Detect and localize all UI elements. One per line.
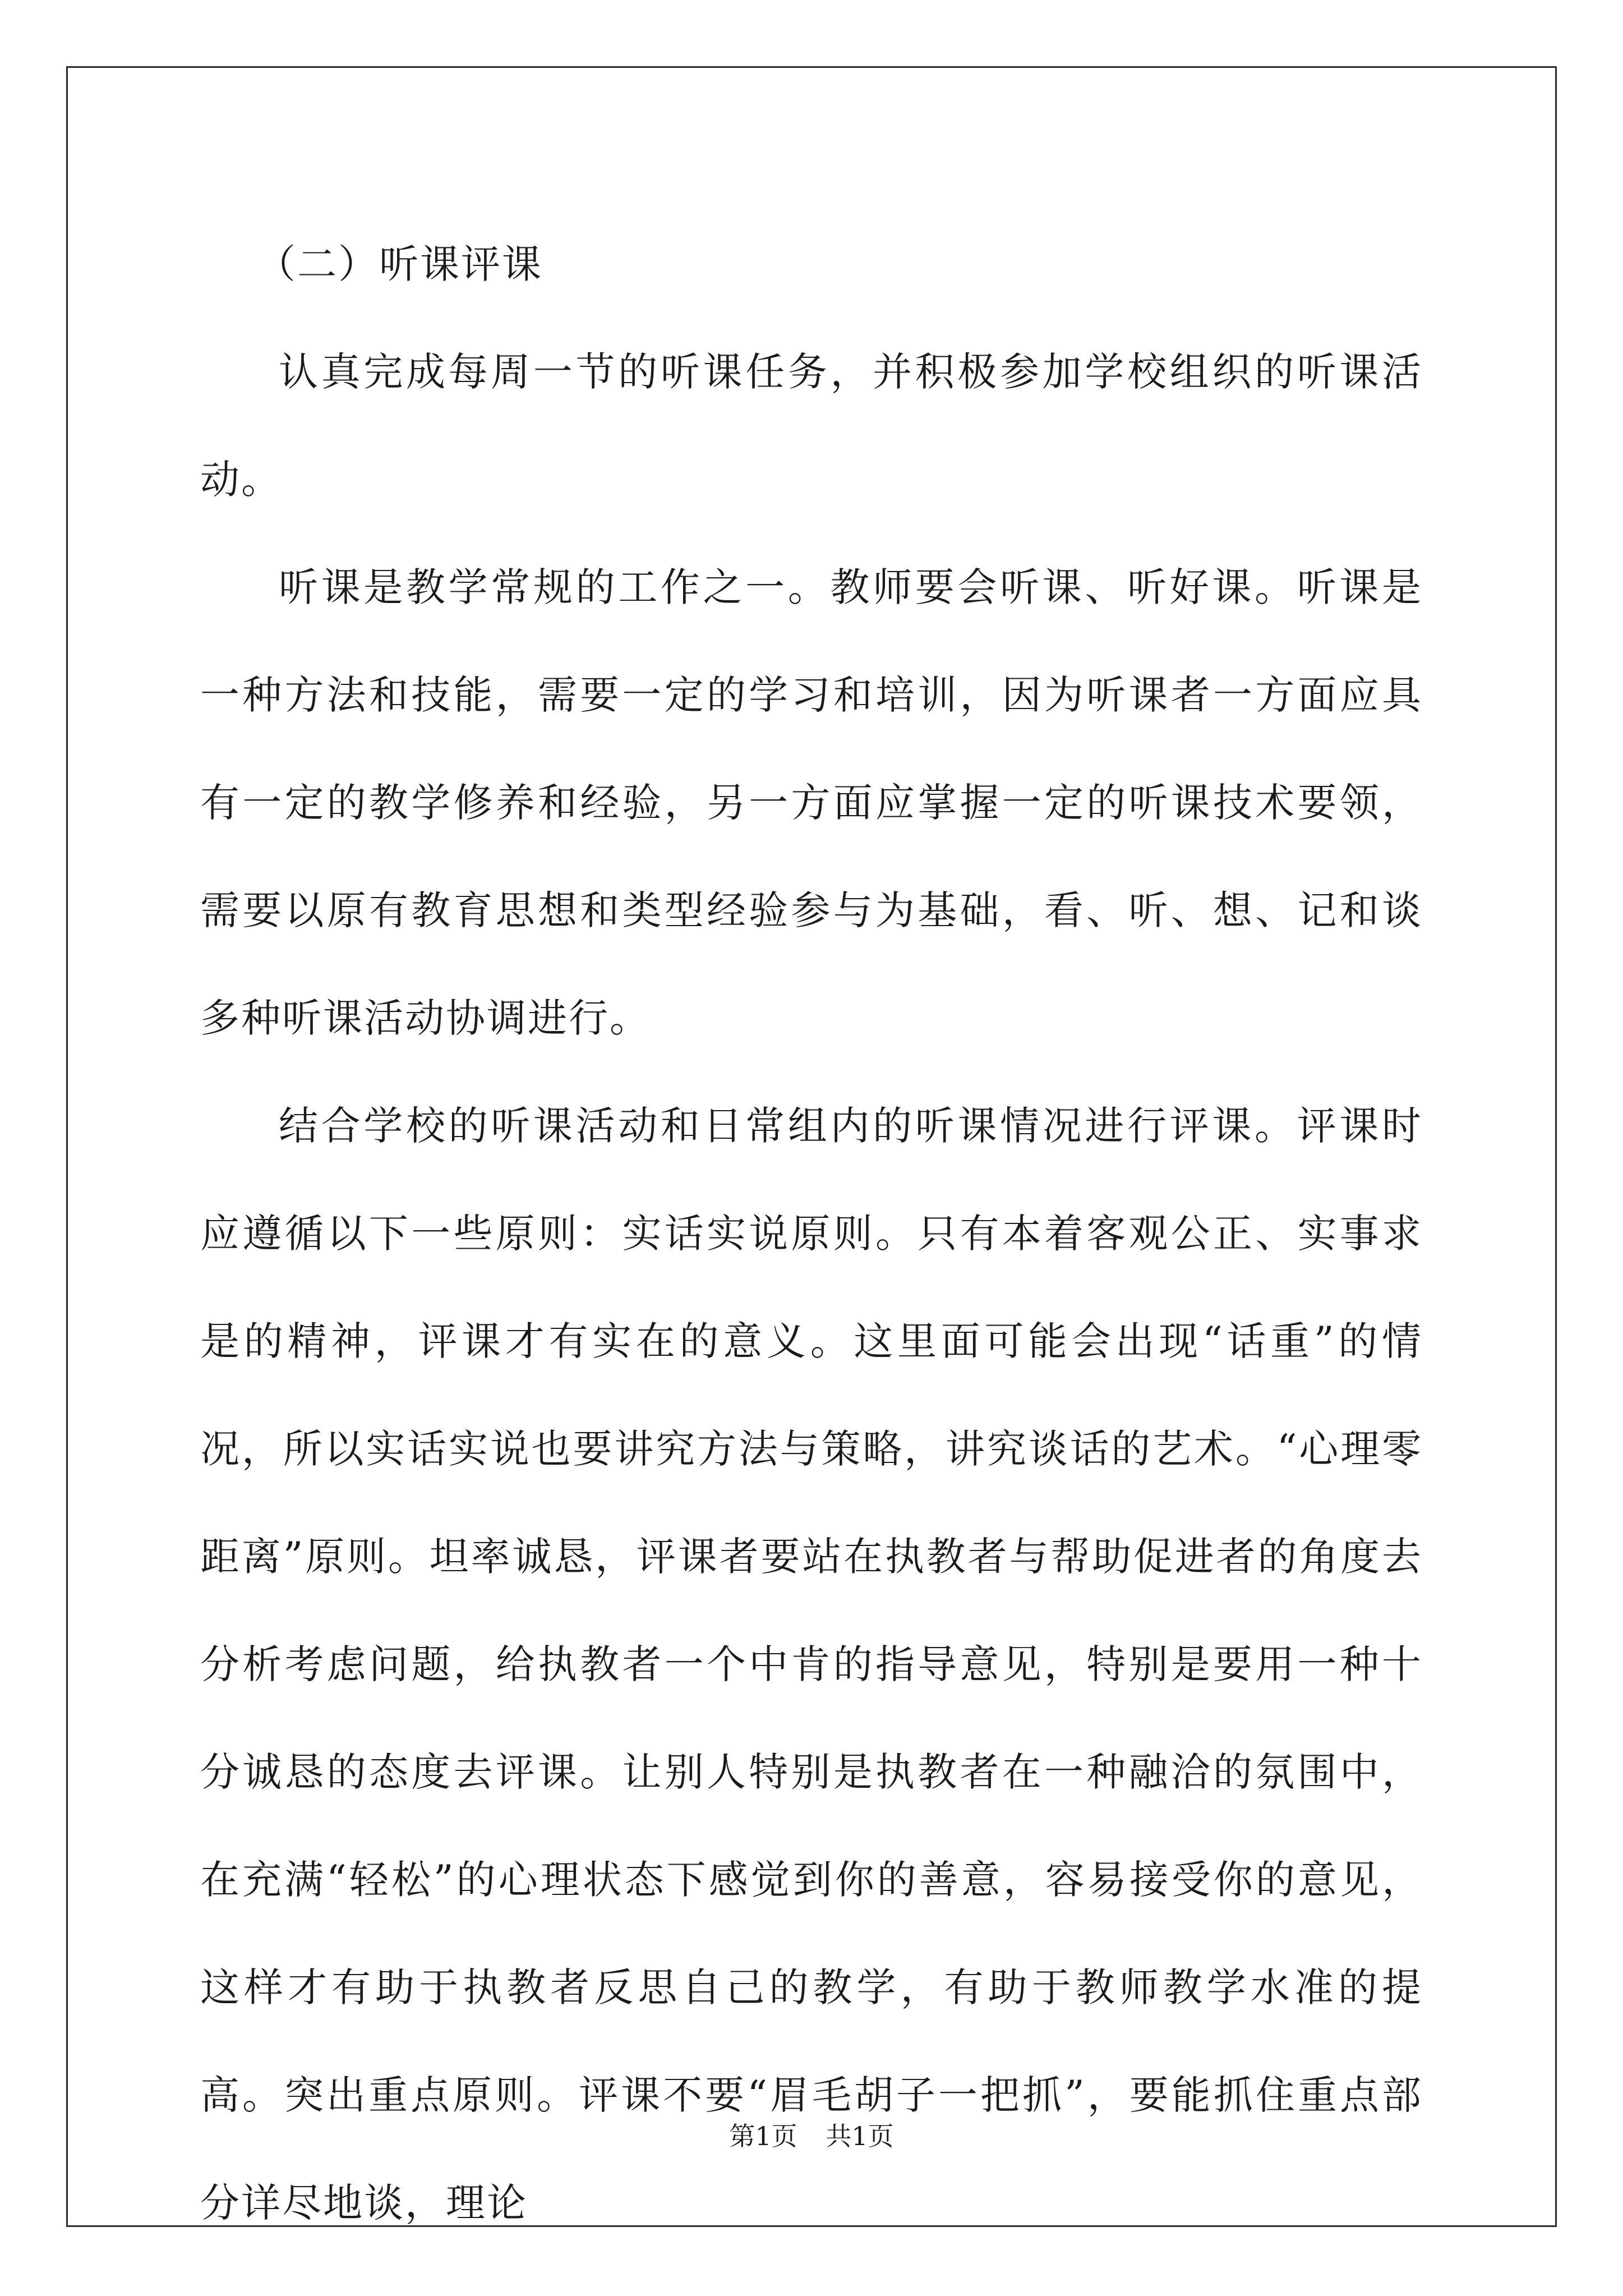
paragraph: 认真完成每周一节的听课任务，并积极参加学校组织的听课活动。 [200,349,1423,503]
paragraph: 结合学校的听课活动和日常组内的听课情况进行评课。评课时应遵循以下一些原则：实话实说原则。只有本着客观公正、实事求是的精神，评课才有实在的意义。这里面可能会出现“话重”的情况，所以实话实说也要讲究方法与策略，讲究谈话的艺术。“心理零距离”原则。坦率诚恳，评课者要站在执教者与帮助促进者的角度去分析考虑问题，给执教者一个中肯的指导意见，特别是要用一种十分诚恳的态度去评课。让别人特别是执教者在一种融洽的氛围中，在充满“轻松”的心理状态下感觉到你的善意，容易接受你的意见，这样才有助于执教者反思自己的教学，有助于教师教学水准的提高。突出重点原则。评课不要“眉毛胡子一把抓”，要能抓住重点部分详尽地谈，理论 [200,1103,1423,2226]
section-heading: （二）听课评课 [256,241,543,287]
paragraph: 听课是教学常规的工作之一。教师要会听课、听好课。听课是一种方法和技能，需要一定的学习和培训，因为听课者一方面应具有一定的教学修养和经验，另一方面应掌握一定的听课技术要领，需要以原有教育思想和类型经验参与为基础，看、听、想、记和谈多种听课活动协调进行。 [200,564,1423,1041]
page-footer [0,2119,1623,2153]
page-number: 第1页 [729,2121,797,2151]
document-body [200,210,1423,2257]
page-total: 共1页 [826,2121,894,2151]
